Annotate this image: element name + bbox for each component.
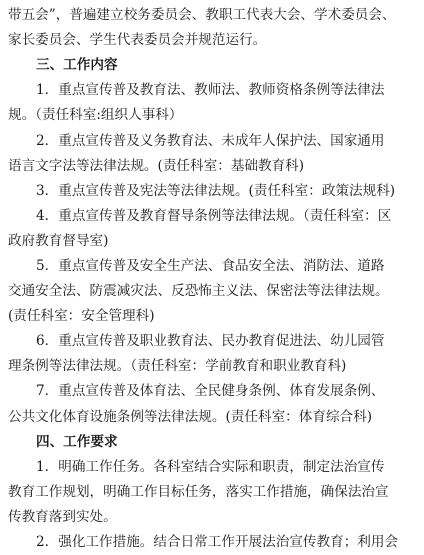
paragraph-line: 家长委员会、学生代表委员会并规范运行。 — [8, 32, 267, 49]
list-item-7-line: 7．重点宣传普及体育法、全民健身条例、体育发展条例、 — [36, 383, 385, 400]
list-item-3-line: 3．重点宣传普及宪法等法律法规。(责任科室：政策法规科) — [36, 182, 396, 199]
list-item-4-line: 政府教育督导室) — [8, 232, 109, 249]
list-item-1-line: 规。（责任科室:组织人事科） — [8, 107, 183, 124]
list-item-4-line: 4．重点宣传普及教育督导条例等法律法规。（责任科室：区 — [36, 207, 392, 224]
section-heading-work-requirements: 四、工作要求 — [36, 433, 118, 450]
list-item-2-line: 2．重点宣传普及义务教育法、未成年人保护法、国家通用 — [36, 132, 385, 149]
paragraph-line: 带五会”，普遍建立校务委员会、教职工代表大会、学术委员会、 — [8, 7, 396, 23]
requirement-1-line: 传教育落到实处。 — [8, 508, 117, 525]
list-item-7-line: 公共文化体育设施条例等法律法规。(责任科室：体育综合科) — [8, 408, 373, 425]
list-item-2-line: 语言文字法等法律法规。(责任科室：基础教育科) — [8, 157, 305, 174]
list-item-6-line: 6．重点宣传普及职业教育法、民办教育促进法、幼儿园管 — [36, 333, 385, 350]
requirement-1-line: 教育工作规划，明确工作目标任务，落实工作措施，确保法治宣 — [8, 483, 389, 500]
requirement-2-line: 2．强化工作措施。结合日常工作开展法治宣传教育；利用会 — [36, 534, 399, 550]
list-item-1-line: 1．重点宣传普及教育法、教师法、教师资格条例等法律法 — [36, 82, 385, 99]
section-heading-work-content: 三、工作内容 — [36, 57, 118, 74]
list-item-6-line: 理条例等法律法规。（责任科室：学前教育和职业教育科) — [8, 358, 347, 375]
requirement-1-line: 1．明确工作任务。各科室结合实际和职责，制定法治宣传 — [36, 458, 385, 475]
list-item-5-line: 5．重点宣传普及安全生产法、食品安全法、消防法、道路 — [36, 258, 385, 274]
list-item-5-line: (责任科室：安全管理科) — [8, 308, 155, 325]
list-item-5-line: 交通安全法、防震减灾法、反恐怖主义法、保密法等法律法规。 — [8, 283, 389, 299]
